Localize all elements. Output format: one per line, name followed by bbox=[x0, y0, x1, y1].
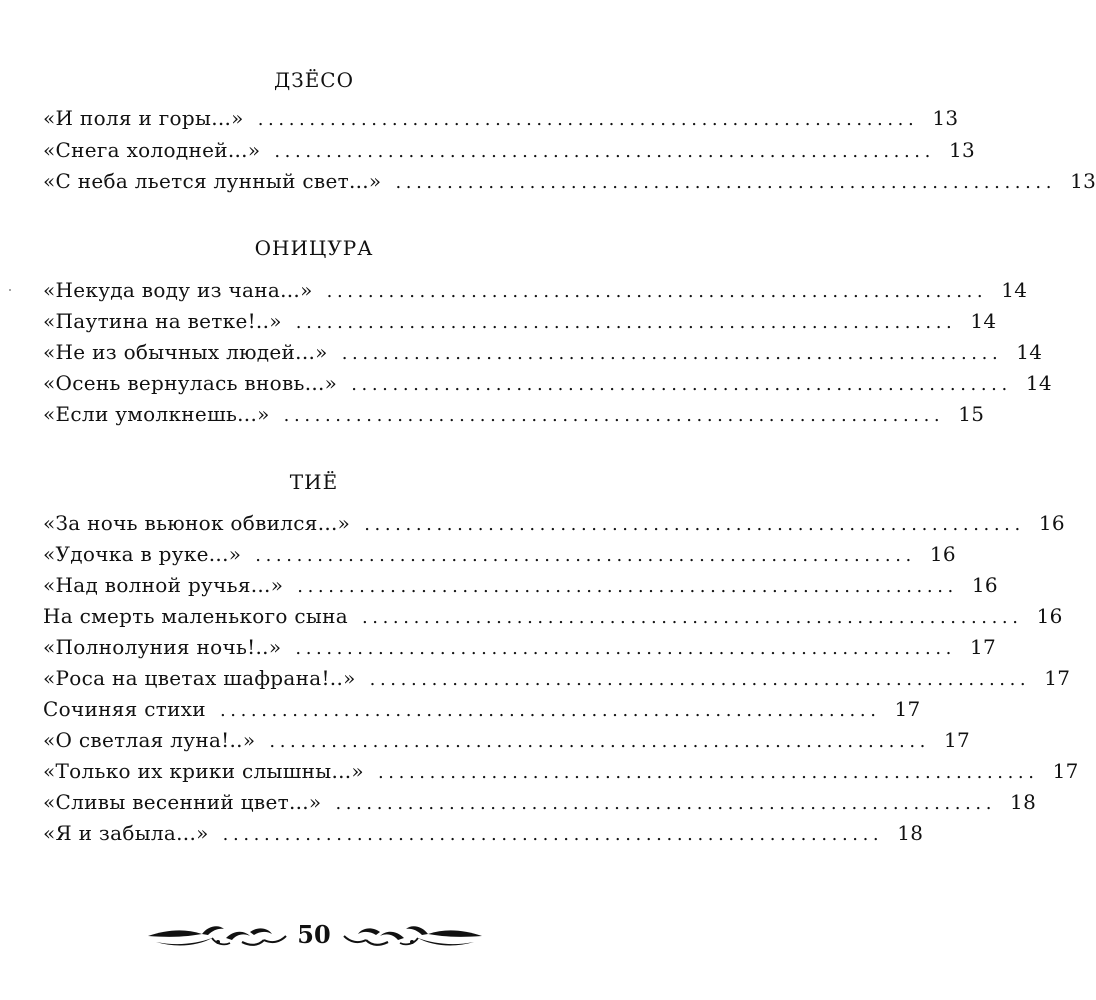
toc-entry-title: «Некуда воду из чана...» bbox=[43, 278, 313, 302]
dot-leader: ................................................................ bbox=[297, 576, 958, 597]
toc-entry-title: «Снега холодней...» bbox=[43, 138, 261, 162]
toc-entry[interactable] bbox=[43, 399, 985, 429]
toc-entry[interactable] bbox=[43, 601, 1063, 631]
toc-entry[interactable] bbox=[43, 368, 1052, 398]
toc-entry[interactable] bbox=[43, 787, 1037, 817]
toc-entry-title: «Только их крики слышны...» bbox=[43, 759, 364, 783]
toc-entry-title: «Я и забыла...» bbox=[43, 821, 209, 845]
toc-entry-page: 17 bbox=[894, 697, 921, 721]
toc-entry-title: «За ночь вьюнок обвился...» bbox=[43, 511, 351, 535]
dot-leader: ................................................................ bbox=[295, 312, 957, 333]
toc-entry[interactable] bbox=[43, 166, 1096, 196]
toc-entry-title: «И поля и горы...» bbox=[43, 106, 244, 130]
dot-leader: ................................................................ bbox=[377, 762, 1039, 783]
toc-entry-page: 14 bbox=[1001, 278, 1028, 302]
toc-entry-title: «Сливы весенний цвет...» bbox=[43, 790, 322, 814]
toc-entry-title: «О светлая луна!..» bbox=[43, 728, 256, 752]
section-title-tiyo: ТИЁ bbox=[289, 470, 339, 494]
toc-entry-page: 14 bbox=[1016, 340, 1043, 364]
page-number: 50 bbox=[297, 920, 331, 949]
dot-leader: ................................................................ bbox=[295, 638, 956, 659]
toc-entry-title: «Не из обычных людей...» bbox=[43, 340, 328, 364]
dot-leader: ................................................................ bbox=[269, 731, 930, 752]
toc-entry-page: 16 bbox=[1038, 511, 1065, 535]
toc-entry-page: 15 bbox=[958, 402, 985, 426]
dot-leader: ................................................................ bbox=[335, 793, 997, 814]
toc-entry[interactable] bbox=[43, 306, 997, 336]
toc-entry-title: «Паутина на ветке!..» bbox=[43, 309, 282, 333]
toc-entry-title: «Осень вернулась вновь...» bbox=[43, 371, 338, 395]
toc-entry-title: Сочиняя стихи bbox=[43, 697, 206, 721]
toc-entry-title: «Полнолуния ночь!..» bbox=[43, 635, 282, 659]
toc-entry-page: 16 bbox=[929, 542, 956, 566]
dot-leader: ................................................................ bbox=[364, 514, 1025, 535]
dot-leader: ................................................................ bbox=[395, 172, 1057, 193]
toc-entry-page: 13 bbox=[932, 106, 959, 130]
toc-entry-title: «Над волной ручья...» bbox=[43, 573, 284, 597]
dot-leader: ................................................................ bbox=[369, 669, 1031, 690]
toc-entry-title: «Роса на цветах шафрана!..» bbox=[43, 666, 356, 690]
dot-leader: ................................................................ bbox=[283, 405, 945, 426]
toc-entry-page: 17 bbox=[1044, 666, 1071, 690]
toc-entry-page: 13 bbox=[948, 138, 976, 162]
toc-entry-page: 18 bbox=[897, 821, 924, 845]
toc-entry[interactable] bbox=[43, 570, 998, 600]
toc-entry[interactable] bbox=[43, 103, 959, 133]
toc-entry-page: 17 bbox=[969, 635, 997, 659]
dot-leader: ................................................................ bbox=[351, 374, 1012, 395]
dot-leader: ................................................................ bbox=[255, 545, 916, 566]
toc-entry-page: 13 bbox=[1070, 169, 1096, 193]
toc-entry[interactable] bbox=[43, 725, 971, 755]
scan-speck bbox=[9, 289, 11, 291]
toc-entry-page: 14 bbox=[970, 309, 997, 333]
dot-leader: ................................................................ bbox=[361, 607, 1023, 628]
toc-entry-title: «С неба льется лунный свет...» bbox=[43, 169, 382, 193]
toc-entry[interactable] bbox=[43, 694, 921, 724]
toc-entry-title: «Удочка в руке...» bbox=[43, 542, 242, 566]
toc-entry[interactable] bbox=[43, 275, 1028, 305]
dot-leader: ................................................................ bbox=[326, 281, 988, 302]
toc-entry[interactable] bbox=[43, 756, 1079, 786]
toc-entry-title: На смерть маленького сына bbox=[43, 604, 348, 628]
toc-entry-title: «Если умолкнешь...» bbox=[43, 402, 270, 426]
dot-leader: ................................................................ bbox=[274, 141, 935, 162]
dot-leader: ................................................................ bbox=[219, 700, 881, 721]
dot-leader: ................................................................ bbox=[222, 824, 884, 845]
toc-entry-page: 16 bbox=[971, 573, 998, 597]
page-footer bbox=[0, 916, 628, 956]
dot-leader: ................................................................ bbox=[257, 109, 919, 130]
toc-entry-page: 16 bbox=[1036, 604, 1063, 628]
toc-entry[interactable] bbox=[43, 135, 976, 165]
toc-entry-page: 17 bbox=[1052, 759, 1079, 783]
toc-entry-page: 18 bbox=[1010, 790, 1037, 814]
toc-entry[interactable] bbox=[43, 663, 1071, 693]
toc-entry-page: 17 bbox=[943, 728, 971, 752]
toc-entry[interactable] bbox=[43, 632, 997, 662]
flourish-right-icon bbox=[338, 916, 484, 952]
toc-entry[interactable] bbox=[43, 508, 1065, 538]
section-title-dzeso: ДЗЁСО bbox=[273, 68, 355, 92]
toc-entry-page: 14 bbox=[1025, 371, 1052, 395]
toc-entry[interactable] bbox=[43, 539, 956, 569]
dot-leader: ................................................................ bbox=[341, 343, 1003, 364]
toc-entry[interactable] bbox=[43, 337, 1043, 367]
toc-entry[interactable] bbox=[43, 818, 924, 848]
section-title-onitsura: ОНИЦУРА bbox=[254, 236, 374, 260]
